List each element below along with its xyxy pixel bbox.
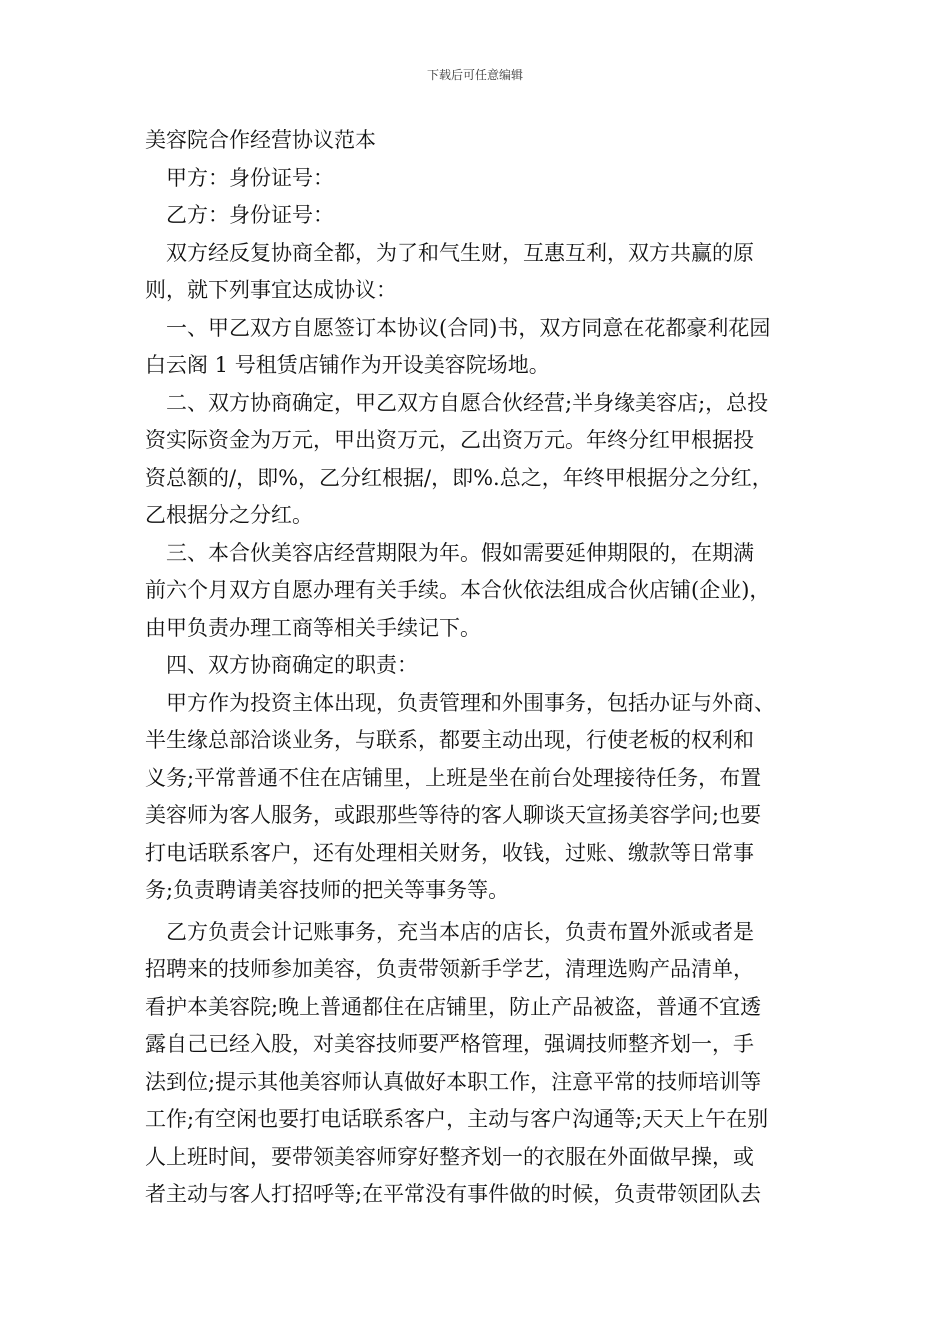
paragraph-line: 务;负责聘请美容技师的把关等事务等。 — [145, 878, 510, 902]
paragraph-line: 义务;平常普通不住在店铺里，上班是坐在前台处理接待任务，布置 — [145, 765, 762, 790]
paragraph-line: 四、双方协商确定的职责： — [145, 653, 418, 677]
paragraph-line: 二、双方协商确定，甲乙双方自愿合伙经营;半身缘美容店;，总投 — [145, 390, 769, 415]
paragraph-line: 甲方作为投资主体出现，负责管理和外围事务，包括办证与外商、 — [145, 690, 775, 715]
paragraph-line: 露自己已经入股，对美容技师要严格管理，强调技师整齐划一，手 — [145, 1032, 754, 1056]
paragraph-line: 由甲负责办理工商等相关手续记下。 — [145, 615, 481, 640]
paragraph-line: 者主动与客人打招呼等;在平常没有事件做的时候，负责带领团队去 — [145, 1182, 762, 1206]
paragraph-line: 打电话联系客户，还有处理相关财务，收钱，过账、缴款等日常事 — [145, 840, 754, 865]
paragraph-line: 乙根据分之分红。 — [145, 503, 313, 527]
paragraph-line: 乙方负责会计记账事务，充当本店的店长，负责布置外派或者是 — [145, 919, 754, 944]
paragraph-line: 工作;有空闲也要打电话联系客户，主动与客户沟通等;天天上午在别 — [145, 1107, 769, 1131]
paragraph-line: 三、本合伙美容店经营期限为年。假如需要延伸期限的，在期满 — [145, 540, 754, 565]
paragraph-line: 看护本美容院;晚上普通都住在店铺里，防止产品被盗，普通不宜透 — [145, 994, 762, 1019]
paragraph-line: 前六个月双方自愿办理有关手续。本合伙依法组成合伙店铺(企业)， — [145, 578, 771, 602]
party-a-line: 甲方：身份证号： — [145, 165, 334, 190]
paragraph-line: 白云阁 1 号租赁店铺作为开设美容院场地。 — [145, 353, 550, 377]
party-b-line: 乙方：身份证号： — [145, 203, 334, 227]
paragraph-line: 一、甲乙双方自愿签订本协议(合同)书，双方同意在花都豪利花园 — [145, 315, 771, 340]
paragraph-line: 招聘来的技师参加美容，负责带领新手学艺，清理选购产品清单， — [145, 957, 754, 981]
paragraph-line: 半生缘总部洽谈业务，与联系，都要主动出现，行使老板的权利和 — [145, 728, 754, 752]
paragraph-line: 法到位;提示其他美容师认真做好本职工作，注意平常的技师培训等 — [145, 1069, 762, 1094]
paragraph-line: 美容师为客人服务，或跟那些等待的客人聊谈天宣扬美容学问;也要 — [145, 803, 762, 827]
document-body — [145, 122, 810, 1214]
paragraph-line: 人上班时间，要带领美容师穿好整齐划一的衣服在外面做早操，或 — [145, 1144, 754, 1169]
document-title: 美容院合作经营协议范本 — [145, 128, 376, 152]
page-header-note: 下载后可任意编辑 — [426, 68, 523, 82]
paragraph-line: 则，就下列事宜达成协议： — [145, 278, 397, 302]
paragraph-line: 双方经反复协商全都，为了和气生财，互惠互利，双方共赢的原 — [145, 240, 754, 265]
paragraph-line: 资总额的/，即%，乙分红根据/，即%.总之，年终甲根据分之分红， — [145, 465, 773, 490]
paragraph-line: 资实际资金为万元，甲出资万元，乙出资万元。年终分红甲根据投 — [145, 428, 754, 452]
